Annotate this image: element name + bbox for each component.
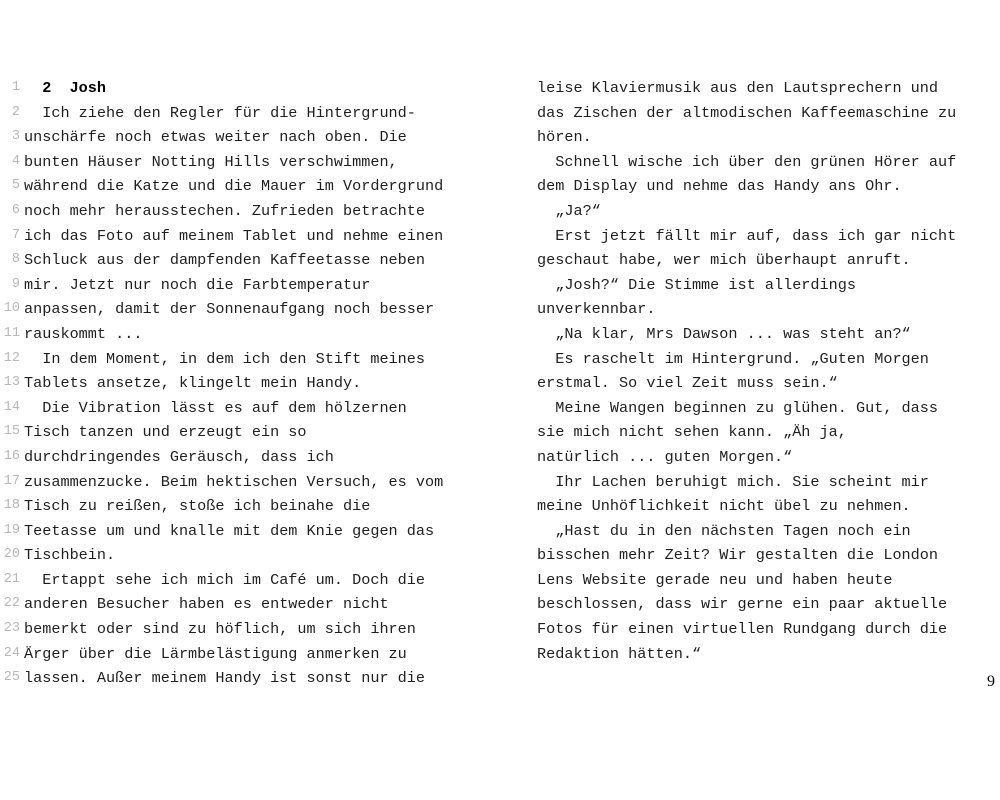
line-number: 25 xyxy=(3,670,20,686)
line-number: 21 xyxy=(3,571,20,587)
line-text: das Zischen der altmodischen Kaffeemaschine zu xyxy=(537,103,957,122)
line-number: 9 xyxy=(11,276,20,292)
text-line xyxy=(0,322,520,347)
line-text: erstmal. So viel Zeit muss sein.“ xyxy=(537,374,838,393)
line-text: noch mehr herausstechen. Zufrieden betrachte xyxy=(24,201,426,220)
line-number: 23 xyxy=(3,621,20,637)
text-line xyxy=(537,347,997,372)
line-number: 1 xyxy=(11,80,20,95)
text-line xyxy=(537,125,997,150)
line-number: 19 xyxy=(3,522,20,538)
text-line xyxy=(537,445,997,470)
line-text: geschaut habe, wer mich überhaupt anruft. xyxy=(537,251,911,270)
left-text-column xyxy=(0,76,520,691)
line-text: Ärger über die Lärmbelästigung anmerken zu xyxy=(24,644,407,663)
line-number: 5 xyxy=(11,178,20,194)
text-line xyxy=(0,666,520,691)
line-text: dem Display und nehme das Handy ans Ohr. xyxy=(537,177,902,196)
line-number: 24 xyxy=(3,645,20,661)
line-text: Tischbein. xyxy=(24,546,116,565)
line-text: Ihr Lachen beruhigt mich. Sie scheint mir xyxy=(537,472,929,491)
text-line xyxy=(537,642,997,667)
text-line xyxy=(0,199,520,224)
chapter-heading-line xyxy=(0,76,520,101)
line-text: Lens Website gerade neu und haben heute xyxy=(537,570,893,589)
line-text: Redaktion hätten.“ xyxy=(537,644,702,663)
line-text: Schluck aus der dampfenden Kaffeetasse neben xyxy=(24,251,426,270)
line-text: Tisch tanzen und erzeugt ein so xyxy=(24,423,307,442)
line-text: unverkennbar. xyxy=(537,300,656,319)
text-line xyxy=(537,248,997,273)
line-text: bemerkt oder sind zu höflich, um sich ihren xyxy=(24,620,416,639)
line-number: 14 xyxy=(3,399,20,415)
line-text: Erst jetzt fällt mir auf, dass ich gar nicht xyxy=(537,226,957,245)
text-line xyxy=(537,420,997,445)
line-text: mir. Jetzt nur noch die Farbtemperatur xyxy=(24,275,371,294)
text-line xyxy=(537,273,997,298)
line-text: meine Unhöflichkeit nicht übel zu nehmen. xyxy=(537,497,911,516)
line-text: Schnell wische ich über den grünen Hörer auf xyxy=(537,152,957,171)
line-text: sie mich nicht sehen kann. „Äh ja, xyxy=(537,423,847,442)
right-text-column xyxy=(537,76,997,666)
text-line xyxy=(537,150,997,175)
text-line xyxy=(0,174,520,199)
line-number: 6 xyxy=(11,202,20,218)
text-line xyxy=(537,174,997,199)
line-number: 3 xyxy=(11,129,20,145)
text-line xyxy=(0,445,520,470)
line-number: 16 xyxy=(3,448,20,464)
text-line xyxy=(0,273,520,298)
text-line xyxy=(537,494,997,519)
text-line xyxy=(0,371,520,396)
line-number: 17 xyxy=(3,473,20,489)
text-line xyxy=(537,543,997,568)
text-line xyxy=(0,248,520,273)
text-line xyxy=(0,125,520,150)
text-line xyxy=(537,396,997,421)
line-text: natürlich ... guten Morgen.“ xyxy=(537,447,793,466)
line-text: „Ja?“ xyxy=(537,201,601,220)
line-text: anpassen, damit der Sonnenaufgang noch besser xyxy=(24,300,435,319)
line-number: 15 xyxy=(3,424,20,440)
text-line xyxy=(537,371,997,396)
text-line xyxy=(0,420,520,445)
line-text: Fotos für einen virtuellen Rundgang durch die xyxy=(537,620,948,639)
line-number: 12 xyxy=(3,350,20,366)
line-text: ich das Foto auf meinem Tablet und nehme einen xyxy=(24,226,444,245)
text-line xyxy=(0,568,520,593)
line-number: 11 xyxy=(3,325,20,341)
line-text: während die Katze und die Mauer im Vordergrund xyxy=(24,177,444,196)
text-line xyxy=(0,470,520,495)
line-text: hören. xyxy=(537,128,592,147)
line-text: beschlossen, dass wir gerne ein paar aktuelle xyxy=(537,595,948,614)
text-line xyxy=(537,101,997,126)
text-line xyxy=(0,543,520,568)
text-line xyxy=(0,494,520,519)
text-line xyxy=(0,519,520,544)
text-line xyxy=(0,347,520,372)
line-text: Tablets ansetze, klingelt mein Handy. xyxy=(24,374,362,393)
text-line xyxy=(537,592,997,617)
text-line xyxy=(0,101,520,126)
line-text: durchdringendes Geräusch, dass ich xyxy=(24,447,334,466)
text-line xyxy=(537,568,997,593)
chapter-heading: 2 Josh xyxy=(24,79,107,97)
text-line xyxy=(537,76,997,101)
line-text: Es raschelt im Hintergrund. „Guten Morgen xyxy=(537,349,929,368)
line-text: Teetasse um und knalle mit dem Knie gegen das xyxy=(24,521,435,540)
page-number: 9 xyxy=(987,673,995,690)
line-text: unschärfe noch etwas weiter nach oben. Die xyxy=(24,128,407,147)
line-number: 20 xyxy=(3,547,20,563)
line-number: 18 xyxy=(3,498,20,514)
line-text: „Josh?“ Die Stimme ist allerdings xyxy=(537,275,856,294)
line-text: anderen Besucher haben es entweder nicht xyxy=(24,595,389,614)
line-text: bunten Häuser Notting Hills verschwimmen, xyxy=(24,152,398,171)
line-text: Ich ziehe den Regler für die Hintergrund- xyxy=(24,103,416,122)
text-line xyxy=(537,199,997,224)
line-text: bisschen mehr Zeit? Wir gestalten die London xyxy=(537,546,939,565)
text-line xyxy=(0,150,520,175)
text-line xyxy=(537,519,997,544)
text-line xyxy=(537,470,997,495)
line-number: 22 xyxy=(3,596,20,612)
text-line xyxy=(0,396,520,421)
line-text: „Na klar, Mrs Dawson ... was steht an?“ xyxy=(537,324,911,343)
text-line xyxy=(0,224,520,249)
line-number: 8 xyxy=(11,252,20,268)
line-text: lassen. Außer meinem Handy ist sonst nur die xyxy=(24,669,426,688)
text-line xyxy=(537,322,997,347)
line-number: 10 xyxy=(3,301,20,317)
text-line xyxy=(0,642,520,667)
line-text: Die Vibration lässt es auf dem hölzernen xyxy=(24,398,407,417)
line-number: 13 xyxy=(3,375,20,391)
line-text: rauskommt ... xyxy=(24,324,143,343)
line-text: Ertappt sehe ich mich im Café um. Doch die xyxy=(24,570,426,589)
line-number: 2 xyxy=(11,104,20,120)
text-line xyxy=(537,224,997,249)
text-line xyxy=(537,617,997,642)
text-line xyxy=(0,297,520,322)
line-text: „Hast du in den nächsten Tagen noch ein xyxy=(537,521,911,540)
line-text: leise Klaviermusik aus den Lautsprechern und xyxy=(537,79,939,97)
line-text: Tisch zu reißen, stoße ich beinahe die xyxy=(24,497,371,516)
line-text: Meine Wangen beginnen zu glühen. Gut, dass xyxy=(537,398,939,417)
text-line xyxy=(0,592,520,617)
line-text: In dem Moment, in dem ich den Stift meines xyxy=(24,349,426,368)
line-number: 4 xyxy=(11,153,20,169)
line-number: 7 xyxy=(11,227,20,243)
line-text: zusammenzucke. Beim hektischen Versuch, es vom xyxy=(24,472,444,491)
text-line xyxy=(537,297,997,322)
text-line xyxy=(0,617,520,642)
